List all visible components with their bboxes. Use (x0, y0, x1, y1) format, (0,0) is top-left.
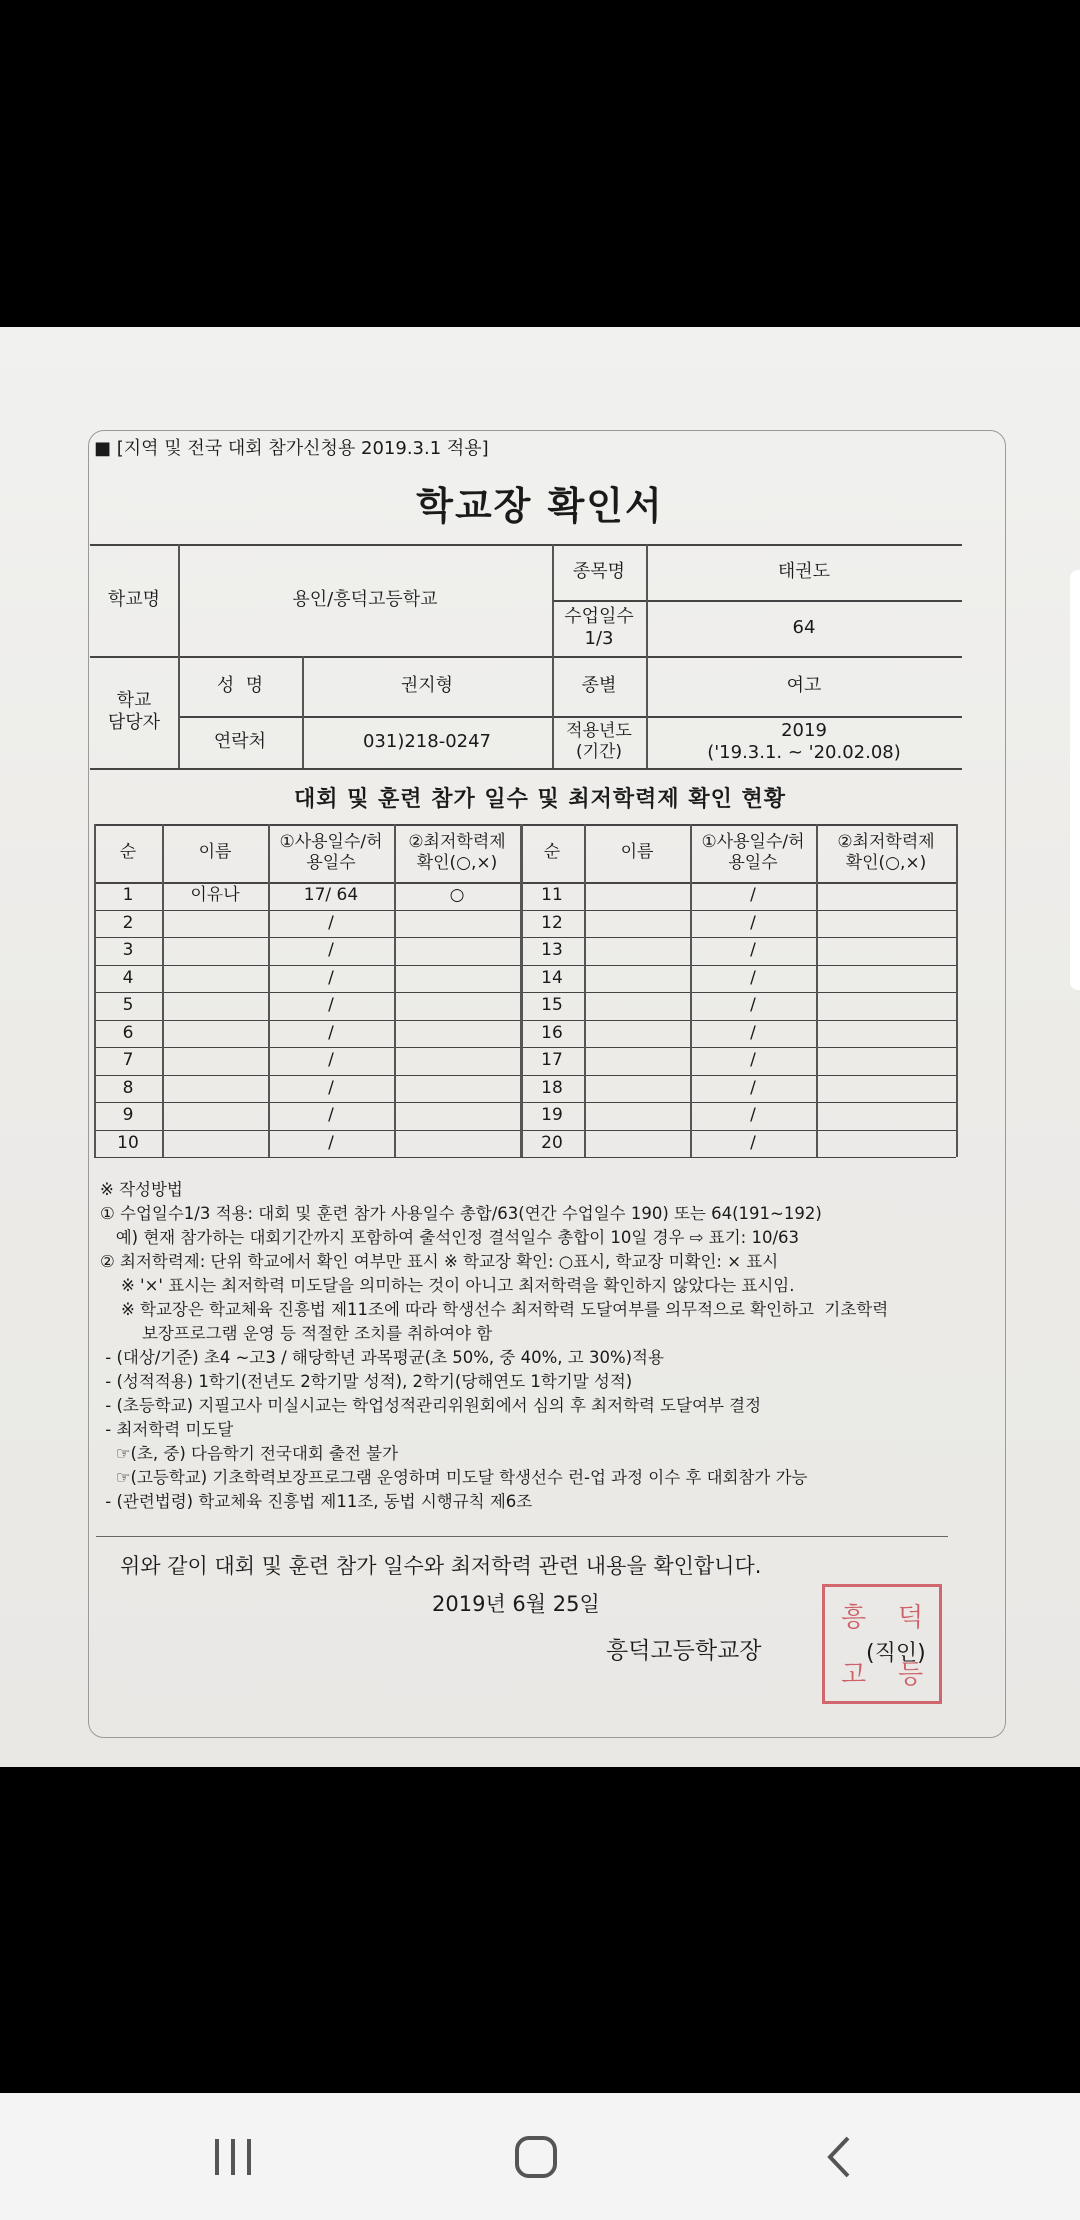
note-line: ※ 학교장은 학교체육 진흥법 제11조에 따라 학생선수 최저학력 도달여부를 의무적으로 확인하고 기초학력 (100, 1300, 889, 1319)
table-cell (816, 1020, 956, 1048)
table-header-cell: 이름 (620, 842, 654, 863)
navigation-bar (0, 2093, 1080, 2220)
table-cell (584, 1047, 690, 1075)
table-cell: 15 (541, 995, 563, 1016)
table-cell: / (328, 912, 334, 933)
table-cell: / (328, 1105, 334, 1126)
table-cell (162, 992, 268, 1020)
note-line: - (대상/기준) 초4 ~고3 / 해당학년 과목평균(초 50%, 중 40%, 고 30%)적용 (100, 1348, 664, 1367)
year-cell (646, 716, 962, 768)
table-cell: / (750, 912, 756, 933)
table-cell (394, 937, 520, 965)
table-cell: 18 (541, 1077, 563, 1098)
note-line: ※ 작성방법 (100, 1180, 183, 1199)
table-cell (394, 965, 520, 993)
seal-char: 흥 (840, 1603, 867, 1633)
note-line: 보장프로그램 운영 등 적절한 조치를 취하여야 함 (100, 1324, 493, 1343)
table-cell: / (328, 940, 334, 961)
table-header-cell: 순 (543, 842, 561, 863)
table-cell (816, 965, 956, 993)
table-header-cell: ②최저학력제 확인(○,×) (837, 831, 935, 873)
table-cell: 9 (122, 1105, 134, 1126)
table-cell (816, 1047, 956, 1075)
table-cell (584, 1020, 690, 1048)
table-cell (584, 882, 690, 910)
table-cell: 10 (117, 1132, 139, 1153)
table-cell (816, 937, 956, 965)
table-cell: / (328, 1132, 334, 1153)
table-cell: 17 (541, 1050, 563, 1071)
table-cell (162, 937, 268, 965)
gender-label: 종별 (581, 674, 617, 696)
table-cell (162, 1130, 268, 1158)
name-label: 성 명 (216, 674, 264, 696)
contact-value: 031)218-0247 (362, 730, 492, 752)
divider (96, 1536, 948, 1537)
header-line: ■ [지역 및 전국 대회 참가신청용 2019.3.1 적용] (94, 438, 489, 459)
seal-char: 고 (840, 1660, 867, 1690)
table-cell: 4 (122, 967, 134, 988)
table-cell: 7 (122, 1050, 134, 1071)
table-cell (584, 910, 690, 938)
table-cell (816, 992, 956, 1020)
table-cell (584, 965, 690, 993)
table-cell: / (750, 885, 756, 906)
table-cell (394, 1130, 520, 1158)
back-button[interactable] (779, 2093, 899, 2220)
year-label: 적용년도 (기간) (566, 720, 632, 762)
home-icon (514, 2135, 558, 2179)
table-cell (584, 1130, 690, 1158)
table-rule (94, 1157, 956, 1158)
edge-panel-handle[interactable] (1070, 570, 1080, 990)
table-cell: ○ (449, 885, 465, 906)
table-header-cell: ①사용일수/허 용일수 (279, 831, 383, 873)
table-cell: 이유나 (190, 885, 240, 906)
days-label: 수업일수 1/3 (564, 605, 634, 649)
table-header-cell: ①사용일수/허 용일수 (701, 831, 805, 873)
table-cell (584, 1075, 690, 1103)
seal-char: 덕 (897, 1603, 924, 1633)
table-cell (394, 1102, 520, 1130)
table-cell: 17/ 64 (303, 885, 359, 906)
note-line: ① 수업일수1/3 적용: 대회 및 훈련 참가 사용일수 총합/63(연간 수업일수 190) 또는 64(191~192) (100, 1204, 822, 1223)
table-cell (162, 965, 268, 993)
table-cell: 19 (541, 1105, 563, 1126)
table-cell: 8 (122, 1077, 134, 1098)
note-line: 예) 현재 참가하는 대회기간까지 포함하여 출석인정 결석일수 총합이 10일 경우 ⇨ 표기: 10/63 (100, 1228, 800, 1247)
seal-char: 등 (897, 1660, 924, 1690)
recent-apps-icon (211, 2137, 255, 2177)
table-cell: / (328, 1077, 334, 1098)
table-cell (162, 1047, 268, 1075)
table-cell (816, 1075, 956, 1103)
note-line: ☞(고등학교) 기초학력보장프로그램 운영하며 미도달 학생선수 런-업 과정 이수 후 대회참가 가능 (100, 1468, 808, 1487)
table-cell (816, 1102, 956, 1130)
note-line: - (성적적용) 1학기(전년도 2학기말 성적), 2학기(당해연도 1학기말 성적) (100, 1372, 633, 1391)
issue-date: 2019년 6월 25일 (432, 1592, 600, 1616)
school-label: 학교명 (107, 588, 161, 610)
table-cell: / (750, 995, 756, 1016)
table-cell: / (328, 1022, 334, 1043)
table-cell: 12 (541, 912, 563, 933)
days-value: 64 (792, 616, 816, 638)
table-cell: 16 (541, 1022, 563, 1043)
table-cell (162, 1102, 268, 1130)
table-cell: / (328, 995, 334, 1016)
year-value: 2019 (781, 719, 827, 741)
table-cell (162, 910, 268, 938)
name-value: 권지형 (400, 674, 454, 696)
table-cell: 1 (122, 885, 134, 906)
table-cell (816, 910, 956, 938)
table-cell (584, 1102, 690, 1130)
year-period: ('19.3.1. ~ '20.02.08) (707, 742, 901, 763)
event-label: 종목명 (572, 560, 626, 582)
note-line: - (초등학교) 지필고사 미실시교는 학업성적관리위원회에서 심의 후 최저학력 도달여부 결정 (100, 1396, 762, 1415)
table-cell: 6 (122, 1022, 134, 1043)
table-cell: 20 (541, 1132, 563, 1153)
table-cell (162, 1020, 268, 1048)
table-rule (956, 824, 958, 1157)
table-cell (394, 992, 520, 1020)
section-title: 대회 및 훈련 참가 일수 및 최저학력제 확인 현황 (293, 787, 787, 812)
table-cell (394, 910, 520, 938)
table-cell: / (750, 1105, 756, 1126)
table-cell: 13 (541, 940, 563, 961)
note-line: ② 최저학력제: 단위 학교에서 확인 여부만 표시 ※ 학교장 확인: ○표시, 학교장 미확인: × 표시 (100, 1252, 779, 1271)
note-line: ☞(초, 중) 다음학기 전국대회 출전 불가 (100, 1444, 399, 1463)
table-cell: / (750, 940, 756, 961)
table-cell: 11 (541, 885, 563, 906)
table-cell (584, 992, 690, 1020)
note-line: - (관련법령) 학교체육 진흥법 제11조, 동법 시행규칙 제6조 (100, 1492, 533, 1511)
seal-mark: (직인) (866, 1641, 926, 1666)
table-cell: 2 (122, 912, 134, 933)
gender-value: 여고 (786, 674, 822, 696)
table-cell (394, 1047, 520, 1075)
back-icon (824, 2135, 854, 2179)
principal-name: 흥덕고등학교장 (606, 1638, 762, 1664)
recent-apps-button[interactable] (173, 2093, 293, 2220)
table-cell (394, 1075, 520, 1103)
table-cell: / (328, 967, 334, 988)
table-cell (816, 882, 956, 910)
contact-label: 연락처 (213, 730, 267, 752)
table-header-cell: 순 (119, 842, 137, 863)
table-cell: / (750, 1132, 756, 1153)
table-cell: / (750, 1022, 756, 1043)
note-line: ※ '×' 표시는 최저학력 미도달을 의미하는 것이 아니고 최저학력을 확인하지 않았다는 표시임. (100, 1276, 795, 1295)
document-title: 학교장 확인서 (416, 484, 664, 528)
confirm-text: 위와 같이 대회 및 훈련 참가 일수와 최저학력 관련 내용을 확인합니다. (120, 1554, 762, 1578)
table-cell: 14 (541, 967, 563, 988)
manager-label: 학교 담당자 (107, 689, 161, 733)
school-value: 용인/흥덕고등학교 (292, 588, 438, 610)
table-cell: / (750, 1077, 756, 1098)
table-header-cell: 이름 (198, 842, 232, 863)
home-button[interactable] (476, 2093, 596, 2220)
table-cell (162, 1075, 268, 1103)
event-value: 태권도 (777, 560, 831, 582)
table-cell (394, 1020, 520, 1048)
table-cell (816, 1130, 956, 1158)
table-cell: / (750, 967, 756, 988)
table-cell: / (750, 1050, 756, 1071)
note-line: - 최저학력 미도달 (100, 1420, 234, 1439)
table-header-cell: ②최저학력제 확인(○,×) (408, 831, 506, 873)
table-cell: / (328, 1050, 334, 1071)
table-cell: 5 (122, 995, 134, 1016)
table-cell (584, 937, 690, 965)
table-cell: 3 (122, 940, 134, 961)
